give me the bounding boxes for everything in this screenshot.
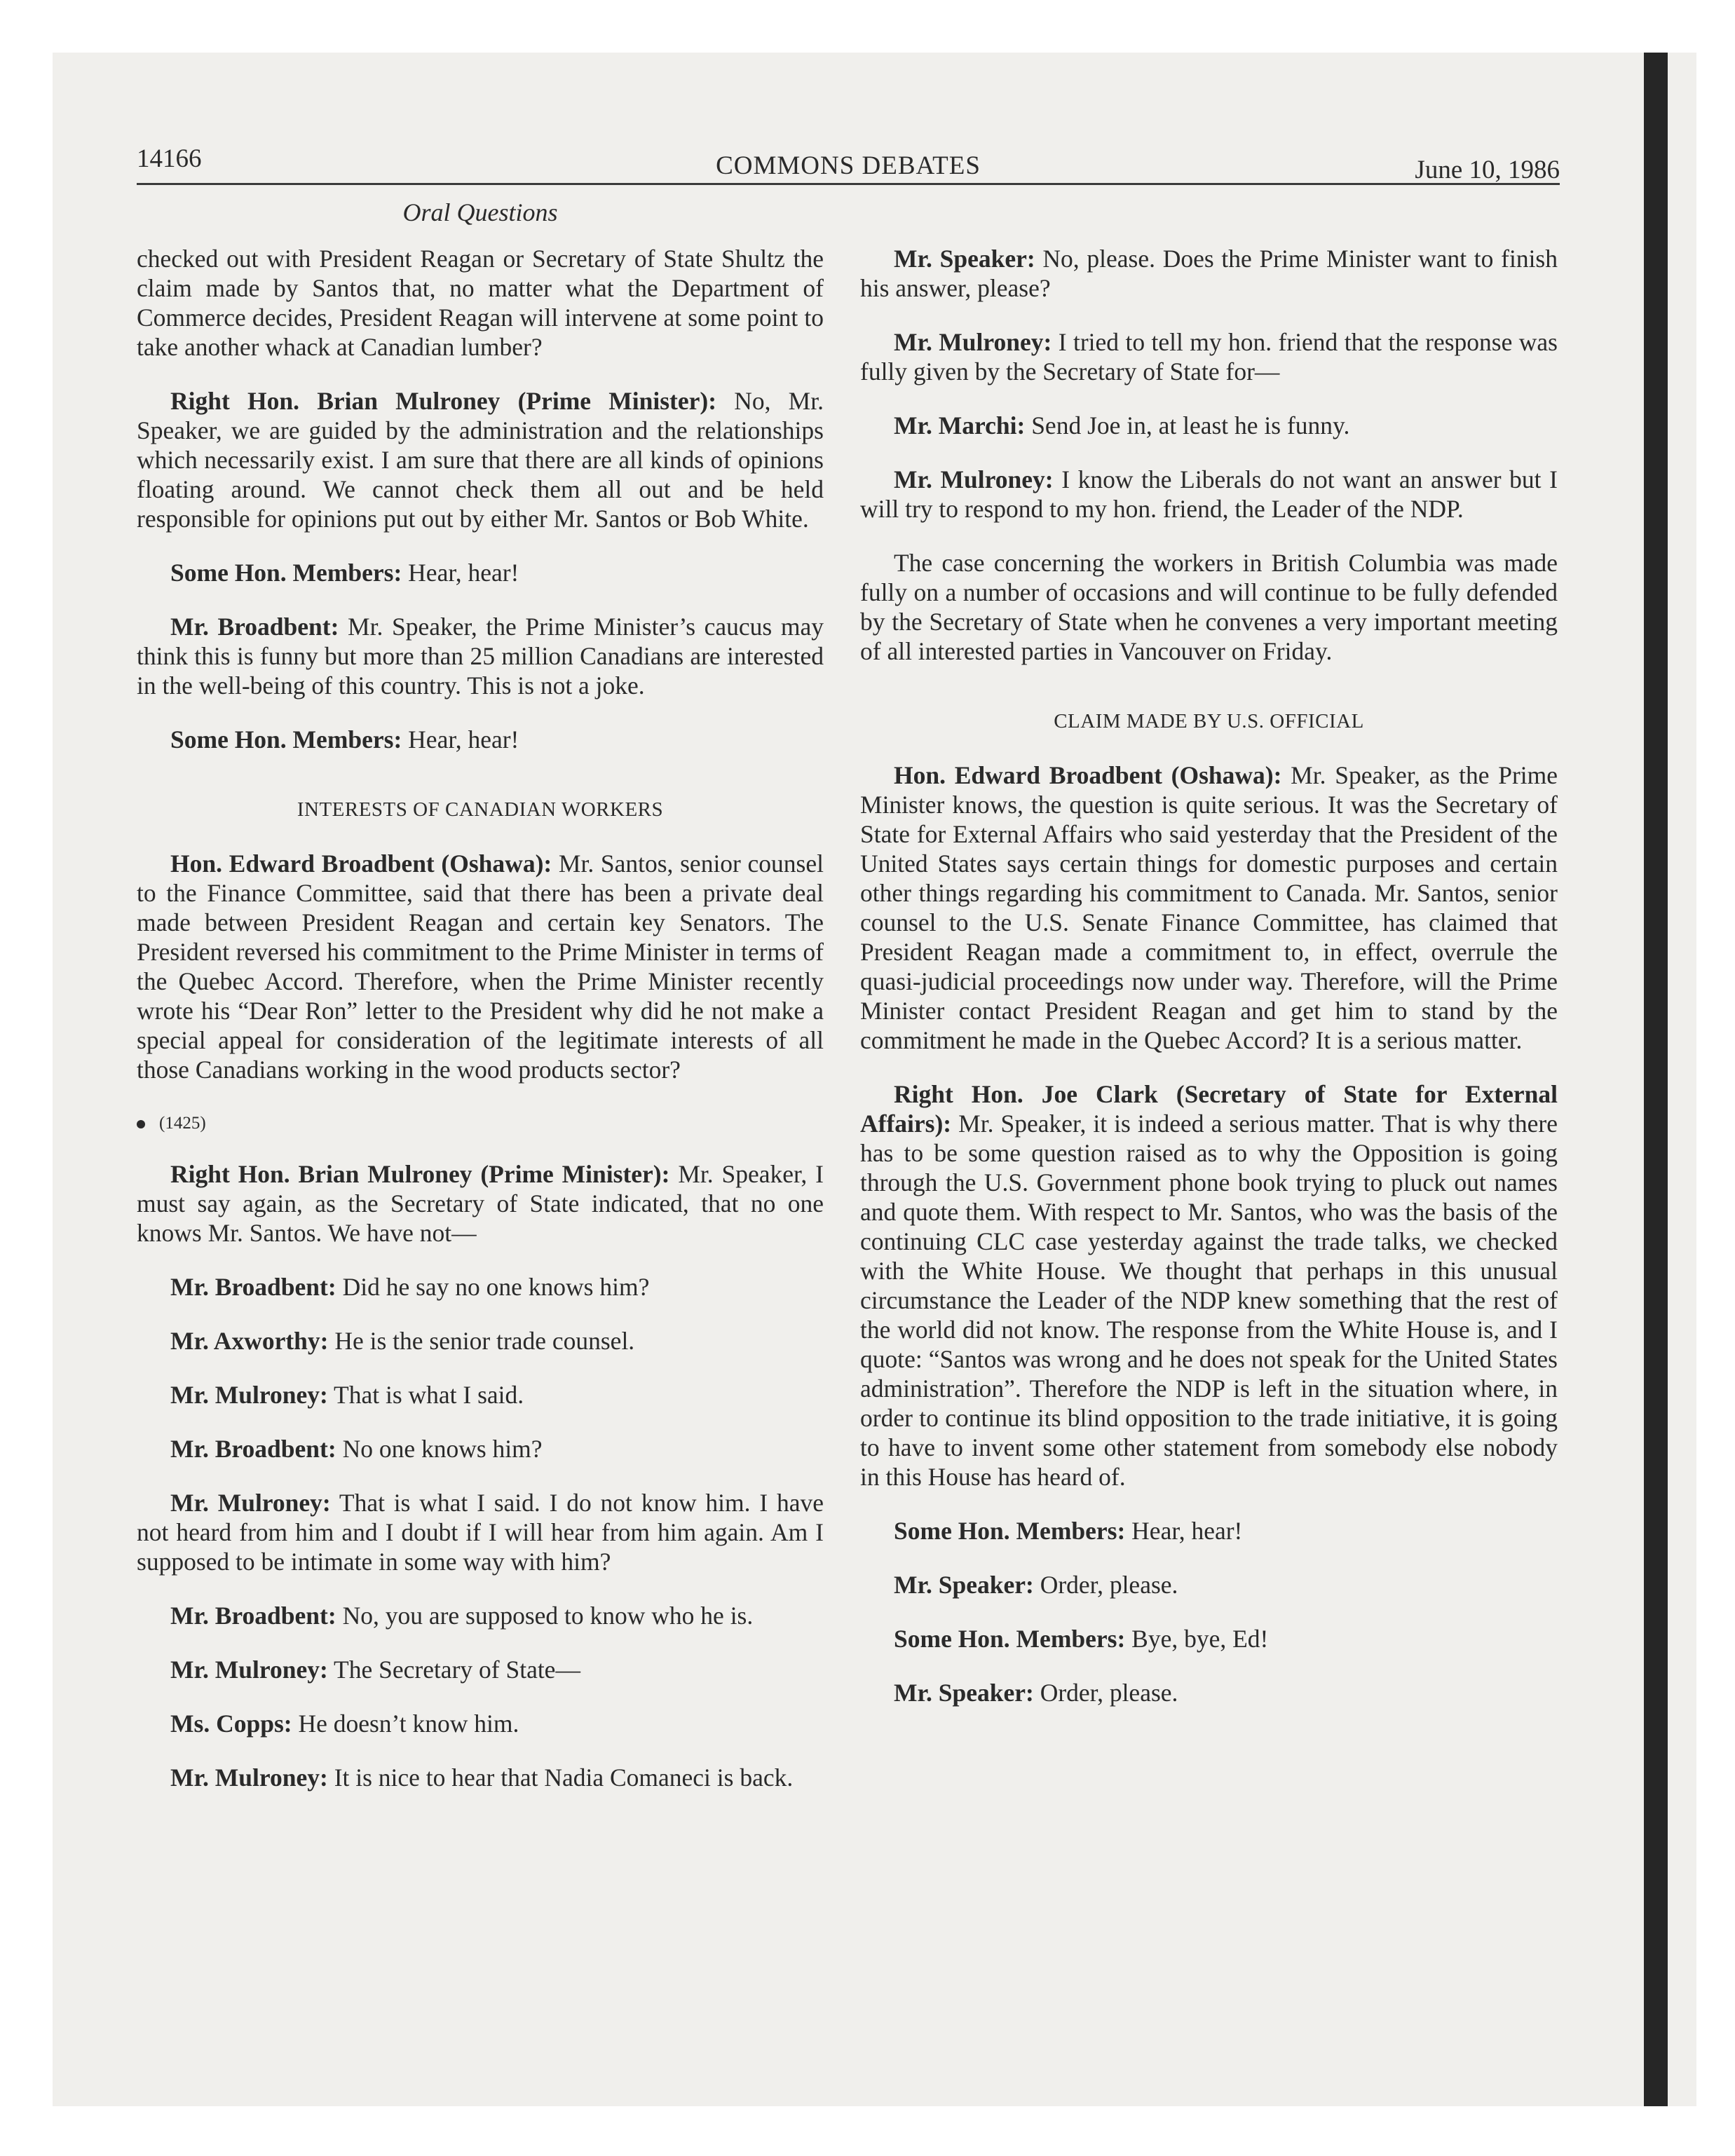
speaker-name: Mr. Speaker: [894,245,1035,273]
debate-paragraph [860,1516,1558,1546]
speaker-name: Mr. Mulroney: [170,1656,328,1684]
debate-paragraph [137,1272,824,1302]
paragraph-text: Mr. Speaker, the Prime Minister’s caucus may think this is funny but more than 25 million Canadians are interested in the well-being of this country. This is not a joke. [137,613,824,700]
page-header [137,144,1560,185]
debate-paragraph [860,327,1558,386]
debate-paragraph [137,1159,824,1248]
paragraph-text: That is what I said. I do not know him. I have not heard from him and I doubt if I will hear from him again. Am I supposed to be intimate in some way with him? [137,1489,824,1576]
sitting-date: June 10, 1986 [1415,156,1560,184]
debate-paragraph [137,1434,824,1464]
paragraph-text: No, Mr. Speaker, we are guided by the administration and the relationships which necessarily exist. I am sure that there are all kinds of opinions floating around. We cannot check them all out and be held responsible for opinions put out by either Mr. Santos or Bob White. [137,387,824,533]
speaker-name: Mr. Mulroney: [894,328,1052,356]
paragraph-text: It is nice to hear that Nadia Comaneci is back. [327,1763,794,1792]
debate-paragraph [860,1624,1558,1653]
debate-paragraph [860,465,1558,524]
speaker-name: Right Hon. Brian Mulroney (Prime Minister): [170,387,717,415]
speaker-name: Mr. Mulroney: [170,1763,328,1792]
speaker-name: Mr. Speaker: [894,1679,1034,1707]
speaker-name: Ms. Copps: [170,1710,292,1738]
paragraph-text: Mr. Speaker, it is indeed a serious matter. That is why there has to be some question raised as to why the Opposition is going through the U.S. Government phone book trying to pluck out names and quote them. With respect to Mr. Santos, who was the basis of the continuing CLC case yesterday against the trade talks, we checked with the White House. We thought that perhaps in this unusual circumstance the Leader of the NDP knew something that the rest of the world did not know. The response from the White House is, and I quote: “Santos was wrong and he does not speak for the United States administration”. Therefore the NDP is left in the situation where, in order to continue its blind opposition to the trade initiative, it is going to have to invent some other statement from somebody else nobody in this House has heard of. [860,1110,1558,1491]
debate-paragraph [860,1570,1558,1599]
debate-paragraph [137,725,824,754]
speaker-name: Hon. Edward Broadbent (Oshawa): [894,761,1282,789]
paragraph-text: Hear, hear! [402,725,519,753]
subsection-heading: INTERESTS OF CANADIAN WORKERS [297,798,664,821]
paragraph-text: The case concerning the workers in British Columbia was made fully on a number of occasions and will continue to be fully defended by the Secretary of State when he convenes a very important meeting of all interested parties in Vancouver on Friday. [860,549,1558,665]
scan-binding-edge [1644,53,1668,2106]
debate-paragraph [137,1601,824,1630]
debate-paragraph [137,244,824,362]
speaker-name: Some Hon. Members: [170,725,402,753]
debate-paragraph [860,244,1558,303]
paragraph-text: That is what I said. [327,1381,524,1409]
speaker-name: Mr. Marchi: [894,411,1026,439]
paragraph-text: Mr. Speaker, I must say again, as the Secretary of State indicated, that no one knows Mr. Santos. We have not— [137,1160,824,1247]
left-column [137,244,824,1817]
speaker-name: Some Hon. Members: [894,1517,1126,1545]
right-column [860,244,1558,1732]
paragraph-text: No one knows him? [336,1435,543,1463]
speaker-name: Mr. Speaker: [894,1571,1034,1599]
speaker-name: Mr. Mulroney: [170,1381,328,1409]
publication-title: COMMONS DEBATES [716,151,981,180]
speaker-name: Right Hon. Brian Mulroney (Prime Minister): [170,1160,670,1188]
paragraph-text: I tried to tell my hon. friend that the response was fully given by the Secretary of State for— [860,328,1558,386]
paragraph-text: Bye, bye, Ed! [1125,1625,1269,1653]
debate-paragraph [137,1326,824,1356]
paragraph-text: Hear, hear! [402,559,519,587]
paragraph-text: Did he say no one knows him? [336,1273,650,1301]
debate-paragraph [860,548,1558,666]
debate-paragraph [860,411,1558,440]
speaker-name: Right Hon. Joe Clark (Secretary of State for External Affairs): [860,1080,1558,1138]
paragraph-text: Send Joe in, at least he is funny. [1025,411,1350,439]
debate-paragraph [137,849,824,1084]
subsection-heading: CLAIM MADE BY U.S. OFFICIAL [1054,710,1364,732]
speaker-name: Some Hon. Members: [894,1625,1126,1653]
speaker-name: Mr. Broadbent: [170,613,339,641]
speaker-name: Mr. Axworthy: [170,1327,329,1355]
debate-paragraph [137,612,824,700]
debate-paragraph [137,386,824,533]
debate-paragraph [860,1678,1558,1707]
speaker-name: Mr. Broadbent: [170,1435,336,1463]
debate-paragraph [137,1655,824,1684]
paragraph-text: Mr. Santos, senior counsel to the Finance Committee, said that there has been a private deal made between President Reagan and certain key Senators. The President reversed his commitment to the Prime Minister in terms of the Quebec Accord. Therefore, when the Prime Minister recently wrote his “Dear Ron” letter to the President why did he not make a special appeal for consideration of the legitimate interests of all those Canadians working in the wood products sector? [137,850,824,1084]
speaker-name: Mr. Mulroney: [894,465,1054,493]
speaker-name: Some Hon. Members: [170,559,402,587]
page-number: 14166 [137,144,202,173]
paragraph-text: He is the senior trade counsel. [328,1327,635,1355]
debate-paragraph [137,558,824,587]
speaker-name: Mr. Broadbent: [170,1602,336,1630]
paragraph-text: Hear, hear! [1125,1517,1243,1545]
section-title: Oral Questions [402,198,558,226]
paragraph-text: Order, please. [1033,1679,1178,1707]
time-marker-label: (1425) [159,1114,206,1133]
debate-paragraph [860,1079,1558,1492]
paragraph-text: He doesn’t know him. [292,1710,519,1738]
paragraph-text: The Secretary of State— [327,1656,580,1684]
bullet-icon [137,1120,145,1128]
paragraph-text: checked out with President Reagan or Secretary of State Shultz the claim made by Santos that, no matter what the Department of Commerce decides, President Reagan will intervene at some point to take another whack at Canadian lumber? [137,245,824,361]
speaker-name: Mr. Broadbent: [170,1273,336,1301]
debate-paragraph [137,1380,824,1410]
paragraph-text: Order, please. [1033,1571,1178,1599]
paragraph-text: I know the Liberals do not want an answer but I will try to respond to my hon. friend, the Leader of the NDP. [860,465,1558,523]
paragraph-text: Mr. Speaker, as the Prime Minister knows, the question is quite serious. It was the Secretary of State for External Affairs who said yesterday that the President of the United States says certain things for domestic purposes and certain other things regarding his commitment to Canada. Mr. Santos, senior counsel to the U.S. Senate Finance Committee, has claimed that President Reagan made a commitment to, in effect, overrule the quasi-judicial proceedings now under way. Therefore, will the Prime Minister contact President Reagan and get him to stand by the commitment he made in the Quebec Accord? It is a serious matter. [860,761,1558,1054]
paragraph-text: No, please. Does the Prime Minister want to finish his answer, please? [860,245,1558,302]
paragraph-text: No, you are supposed to know who he is. [336,1602,754,1630]
speaker-name: Hon. Edward Broadbent (Oshawa): [170,850,552,878]
debate-paragraph [137,1488,824,1576]
time-marker [137,1109,824,1138]
debate-paragraph [860,760,1558,1055]
speaker-name: Mr. Mulroney: [170,1489,331,1517]
debate-paragraph [137,1763,824,1792]
debate-paragraph [137,1709,824,1738]
